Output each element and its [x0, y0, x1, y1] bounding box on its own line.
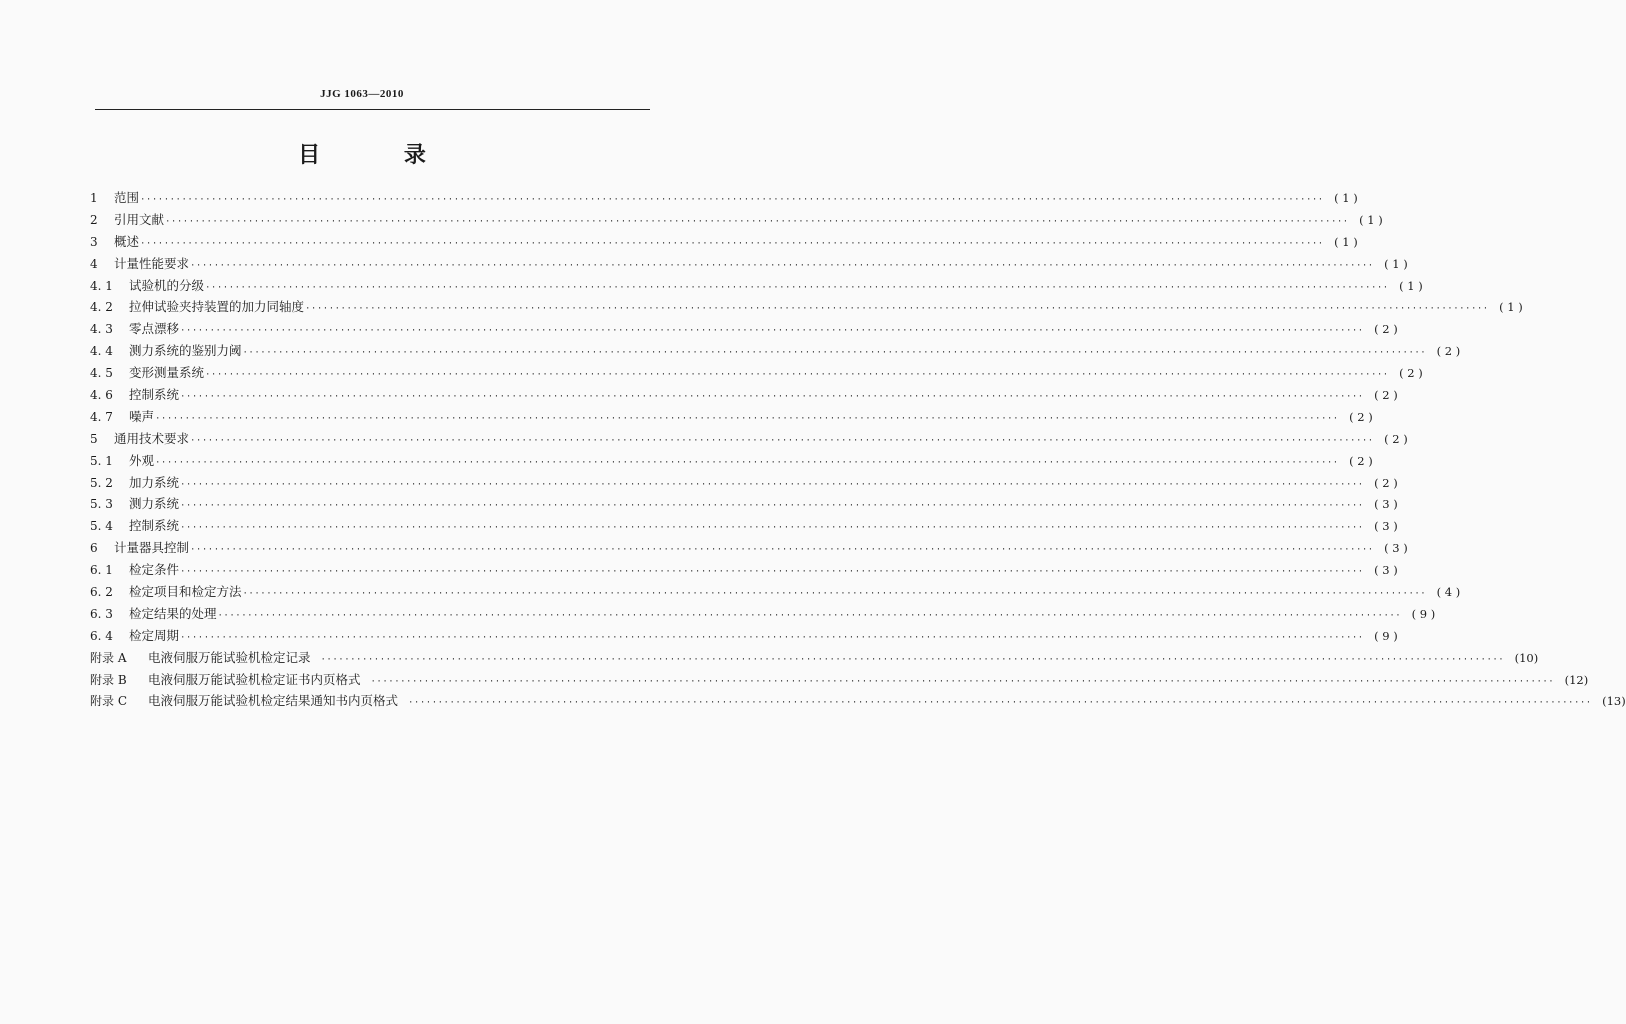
toc-entry-title: 控制系统	[129, 518, 180, 534]
toc-entry-title: 计量性能要求	[114, 255, 190, 271]
toc-entry[interactable]	[90, 472, 1398, 494]
toc-entry-page: ( 2 )	[1349, 409, 1373, 424]
toc-entry-page: ( 1 )	[1499, 300, 1523, 315]
toc-entry-number: 4	[90, 256, 98, 271]
toc-entry-page: ( 2 )	[1436, 344, 1461, 359]
toc-entry-number: 6. 2	[90, 585, 113, 600]
toc-entry-page: ( 9 )	[1411, 606, 1436, 621]
toc-entry-title: 噪声	[129, 408, 155, 424]
toc-entry-number: 4. 5	[90, 366, 113, 381]
toc-entry-number: 6. 3	[90, 606, 113, 621]
dot-leader: ········································································································································································································	[190, 435, 1374, 446]
toc-entry-page: (12)	[1564, 672, 1589, 687]
dot-leader: ········································································································································································································	[242, 589, 1427, 600]
toc-entry-title: 检定项目和检定方法	[129, 584, 242, 600]
dot-leader: ········································································································································································································	[140, 195, 1324, 205]
toc-entry-page: (10)	[1514, 650, 1539, 665]
toc-entry-number: 5. 2	[90, 475, 113, 490]
toc-entry[interactable]	[90, 493, 1398, 515]
toc-entry-title: 检定结果的处理	[129, 605, 217, 621]
toc-entry-page: ( 1 )	[1334, 234, 1358, 249]
toc-entry-page: ( 2 )	[1374, 388, 1398, 403]
toc-entry-title: 电液伺服万能试验机检定证书内页格式	[148, 671, 361, 687]
toc-entry-page: ( 1 )	[1384, 256, 1408, 271]
toc-entry[interactable]	[90, 406, 1373, 428]
toc-entry-title: 电液伺服万能试验机检定结果通知书内页格式	[148, 693, 399, 709]
dot-leader: ········································································································································································································	[205, 282, 1389, 293]
toc-entry[interactable]	[90, 231, 1358, 253]
toc-entry-page: ( 2 )	[1374, 475, 1398, 490]
toc-entry[interactable]	[90, 384, 1398, 406]
toc-entry-number: 附录 A	[90, 650, 127, 665]
dot-leader: ········································································································································································································	[320, 654, 1505, 665]
table-of-contents	[90, 187, 1626, 712]
dot-leader: ········································································································································································································	[140, 238, 1324, 249]
toc-entry[interactable]	[90, 428, 1408, 450]
toc-entry[interactable]	[90, 669, 1589, 691]
toc-entry-number: 6	[90, 541, 98, 556]
toc-entry[interactable]	[90, 603, 1436, 625]
toc-entry-number: 6. 4	[90, 628, 113, 643]
toc-entry-number: 4. 7	[90, 409, 113, 424]
toc-entry-title: 电液伺服万能试验机检定记录	[148, 649, 311, 665]
toc-entry-title: 控制系统	[129, 387, 180, 403]
dot-leader: ········································································································································································································	[180, 632, 1364, 643]
dot-leader: ········································································································································································································	[180, 501, 1364, 512]
dot-leader: ········································································································································································································	[180, 523, 1364, 534]
toc-entry-title: 测力系统	[129, 496, 180, 512]
toc-entry-number: 4. 2	[90, 300, 113, 315]
toc-entry[interactable]	[90, 340, 1461, 362]
toc-entry-page: ( 1 )	[1399, 278, 1423, 293]
dot-leader: ········································································································································································································	[408, 698, 1592, 709]
toc-entry[interactable]	[90, 209, 1383, 231]
toc-entry[interactable]	[90, 581, 1461, 603]
toc-entry-number: 附录 B	[90, 672, 127, 687]
toc-entry-title: 概述	[114, 233, 140, 249]
toc-entry-title: 通用技术要求	[114, 430, 190, 446]
dot-leader: ········································································································································································································	[205, 370, 1389, 381]
toc-entry-number: 1	[90, 191, 98, 205]
page-title: 目 录	[298, 143, 464, 168]
toc-entry-title: 外观	[129, 452, 155, 468]
toc-entry-number: 6. 1	[90, 563, 113, 578]
toc-entry-title: 计量器具控制	[114, 540, 190, 556]
toc-entry-page: ( 3 )	[1374, 497, 1398, 512]
toc-entry-title: 拉伸试验夹持装置的加力同轴度	[129, 299, 305, 315]
dot-leader: ········································································································································································································	[180, 326, 1364, 337]
toc-entry-number: 5	[90, 431, 98, 446]
toc-entry-title: 检定条件	[129, 562, 180, 578]
toc-entry-number: 附录 C	[90, 694, 127, 709]
toc-entry[interactable]	[90, 296, 1523, 318]
toc-entry[interactable]	[90, 559, 1398, 581]
toc-entry-number: 4. 1	[90, 278, 113, 293]
toc-entry-title: 测力系统的鉴别力阈	[129, 343, 242, 359]
toc-entry-title: 零点漂移	[129, 321, 180, 337]
toc-entry-page: ( 2 )	[1374, 322, 1398, 337]
toc-entry-page: ( 1 )	[1359, 212, 1383, 227]
dot-leader: ········································································································································································································	[370, 676, 1555, 687]
dot-leader: ········································································································································································································	[217, 610, 1402, 621]
dot-leader: ········································································································································································································	[305, 304, 1489, 315]
toc-entry[interactable]	[90, 537, 1408, 559]
toc-entry-page: (13)	[1602, 694, 1626, 709]
toc-entry-title: 加力系统	[129, 474, 180, 490]
toc-entry-title: 范围	[114, 190, 140, 205]
toc-entry-title: 试验机的分级	[129, 277, 205, 293]
toc-entry-number: 2	[90, 212, 98, 227]
toc-entry-title: 引用文献	[114, 211, 165, 227]
toc-entry[interactable]	[90, 450, 1373, 472]
toc-entry-page: ( 1 )	[1334, 191, 1358, 205]
toc-entry[interactable]	[90, 253, 1408, 275]
toc-entry[interactable]	[90, 275, 1423, 297]
toc-entry-title: 变形测量系统	[129, 365, 205, 381]
toc-entry-page: ( 2 )	[1399, 366, 1423, 381]
toc-entry-page: ( 2 )	[1349, 453, 1373, 468]
toc-entry-title: 检定周期	[129, 627, 180, 643]
standard-code-header: JJG 1063—2010	[320, 88, 404, 100]
dot-leader: ········································································································································································································	[180, 567, 1364, 578]
dot-leader: ········································································································································································································	[190, 260, 1374, 271]
dot-leader: ········································································································································································································	[155, 457, 1339, 468]
toc-entry-page: ( 3 )	[1374, 563, 1398, 578]
toc-entry[interactable]	[90, 625, 1398, 647]
dot-leader: ········································································································································································································	[180, 479, 1364, 490]
toc-entry-number: 3	[90, 234, 98, 249]
header-rule	[95, 109, 650, 110]
dot-leader: ········································································································································································································	[180, 392, 1364, 403]
toc-entry-number: 5. 3	[90, 497, 113, 512]
toc-entry[interactable]	[90, 187, 1358, 209]
toc-entry[interactable]	[90, 362, 1423, 384]
toc-entry-page: ( 9 )	[1374, 628, 1398, 643]
toc-entry-number: 4. 4	[90, 344, 113, 359]
toc-entry-number: 4. 6	[90, 388, 113, 403]
toc-entry-page: ( 4 )	[1436, 585, 1461, 600]
toc-entry[interactable]	[90, 690, 1626, 712]
dot-leader: ········································································································································································································	[242, 348, 1427, 359]
toc-entry-page: ( 3 )	[1374, 519, 1398, 534]
toc-entry[interactable]	[90, 647, 1539, 669]
dot-leader: ········································································································································································································	[155, 413, 1339, 424]
dot-leader: ········································································································································································································	[165, 216, 1349, 227]
toc-entry[interactable]	[90, 515, 1398, 537]
toc-entry[interactable]	[90, 318, 1398, 340]
toc-entry-page: ( 3 )	[1384, 541, 1408, 556]
toc-entry-number: 4. 3	[90, 322, 113, 337]
toc-entry-page: ( 2 )	[1384, 431, 1408, 446]
toc-entry-number: 5. 4	[90, 519, 113, 534]
toc-entry-number: 5. 1	[90, 453, 113, 468]
dot-leader: ········································································································································································································	[190, 545, 1374, 556]
